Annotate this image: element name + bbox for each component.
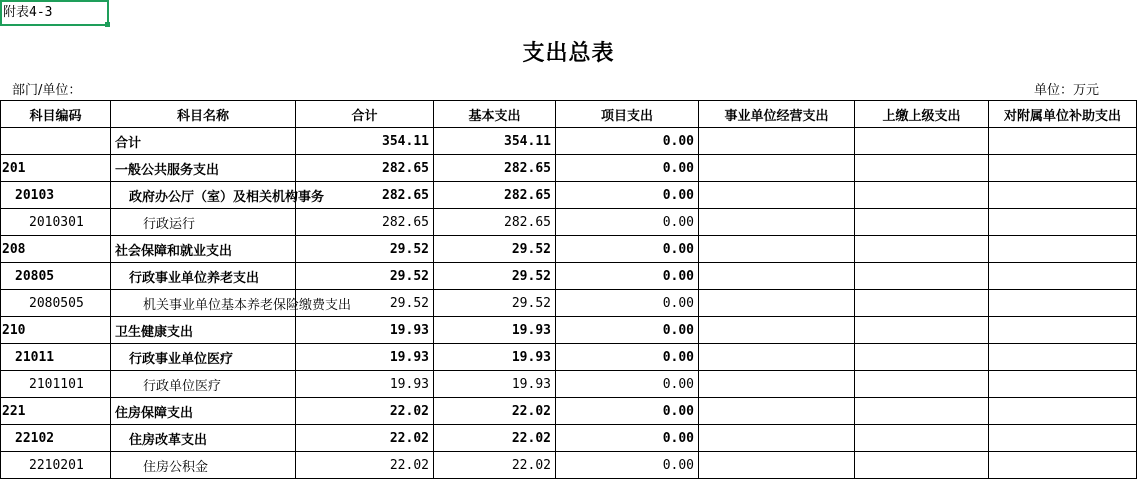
- basic-cell[interactable]: 19.93: [434, 317, 556, 344]
- code-cell[interactable]: 221: [1, 398, 111, 425]
- table-row: [1, 425, 1137, 452]
- empty-cell[interactable]: [855, 452, 989, 479]
- total-cell[interactable]: 19.93: [296, 344, 434, 371]
- empty-cell[interactable]: [699, 263, 855, 290]
- basic-cell[interactable]: 19.93: [434, 371, 556, 398]
- project-cell[interactable]: 0.00: [556, 155, 699, 182]
- empty-cell[interactable]: [989, 209, 1137, 236]
- empty-cell[interactable]: [989, 317, 1137, 344]
- empty-cell[interactable]: [989, 263, 1137, 290]
- total-cell[interactable]: 19.93: [296, 371, 434, 398]
- name-cell[interactable]: 一般公共服务支出: [111, 155, 296, 182]
- project-cell[interactable]: 0.00: [556, 344, 699, 371]
- basic-cell[interactable]: 22.02: [434, 425, 556, 452]
- fill-handle[interactable]: [105, 22, 110, 27]
- name-cell[interactable]: 住房公积金: [111, 452, 296, 479]
- project-cell[interactable]: 0.00: [556, 236, 699, 263]
- code-cell[interactable]: 20805: [1, 263, 111, 290]
- code-cell[interactable]: 20103: [1, 182, 111, 209]
- department-label: 部门/单位：: [12, 83, 82, 98]
- empty-cell[interactable]: [855, 236, 989, 263]
- table-row: [1, 236, 1137, 263]
- header-cell[interactable]: 对附属单位补助支出: [989, 101, 1137, 128]
- empty-cell[interactable]: [699, 317, 855, 344]
- basic-cell[interactable]: 22.02: [434, 452, 556, 479]
- name-cell[interactable]: 行政单位医疗: [111, 371, 296, 398]
- table-row: [1, 263, 1137, 290]
- name-cell[interactable]: 行政事业单位医疗: [111, 344, 296, 371]
- empty-cell[interactable]: [699, 182, 855, 209]
- empty-cell[interactable]: [855, 155, 989, 182]
- total-cell[interactable]: 282.65: [296, 155, 434, 182]
- total-cell[interactable]: 22.02: [296, 425, 434, 452]
- empty-cell[interactable]: [699, 236, 855, 263]
- name-cell[interactable]: 行政事业单位养老支出: [111, 263, 296, 290]
- total-cell[interactable]: 22.02: [296, 398, 434, 425]
- empty-cell[interactable]: [699, 128, 855, 155]
- name-cell[interactable]: 行政运行: [111, 209, 296, 236]
- name-cell[interactable]: 住房保障支出: [111, 398, 296, 425]
- basic-cell[interactable]: 29.52: [434, 236, 556, 263]
- empty-cell[interactable]: [699, 425, 855, 452]
- project-cell[interactable]: 0.00: [556, 290, 699, 317]
- table-row: [1, 290, 1137, 317]
- empty-cell[interactable]: [989, 236, 1137, 263]
- empty-cell[interactable]: [989, 290, 1137, 317]
- basic-cell[interactable]: 282.65: [434, 182, 556, 209]
- unit-label: 单位：万元: [1033, 83, 1099, 98]
- empty-cell[interactable]: [699, 452, 855, 479]
- total-cell[interactable]: 354.11: [296, 128, 434, 155]
- empty-cell[interactable]: [855, 317, 989, 344]
- empty-cell[interactable]: [855, 290, 989, 317]
- empty-cell[interactable]: [855, 344, 989, 371]
- project-cell[interactable]: 0.00: [556, 371, 699, 398]
- name-cell[interactable]: 卫生健康支出: [111, 317, 296, 344]
- table-row: [1, 452, 1137, 479]
- code-cell[interactable]: 21011: [1, 344, 111, 371]
- name-cell[interactable]: 政府办公厅（室）及相关机构事务: [111, 182, 296, 209]
- project-cell[interactable]: 0.00: [556, 209, 699, 236]
- table-row: [1, 209, 1137, 236]
- empty-cell[interactable]: [989, 452, 1137, 479]
- header-cell[interactable]: 科目编码: [1, 101, 111, 128]
- empty-cell[interactable]: [855, 209, 989, 236]
- basic-cell[interactable]: 29.52: [434, 263, 556, 290]
- total-cell[interactable]: 19.93: [296, 317, 434, 344]
- table-row: [1, 182, 1137, 209]
- code-cell[interactable]: 2210201: [1, 452, 111, 479]
- empty-cell[interactable]: [855, 425, 989, 452]
- project-cell[interactable]: 0.00: [556, 263, 699, 290]
- table-row: [1, 398, 1137, 425]
- basic-cell[interactable]: 19.93: [434, 344, 556, 371]
- table-row: [1, 128, 1137, 155]
- basic-cell[interactable]: 354.11: [434, 128, 556, 155]
- empty-cell[interactable]: [989, 344, 1137, 371]
- code-cell[interactable]: 208: [1, 236, 111, 263]
- header-cell[interactable]: 合计: [296, 101, 434, 128]
- total-cell[interactable]: 29.52: [296, 263, 434, 290]
- header-cell[interactable]: 事业单位经营支出: [699, 101, 855, 128]
- project-cell[interactable]: 0.00: [556, 425, 699, 452]
- empty-cell[interactable]: [699, 344, 855, 371]
- empty-cell[interactable]: [989, 398, 1137, 425]
- header-cell[interactable]: 上缴上级支出: [855, 101, 989, 128]
- basic-cell[interactable]: 282.65: [434, 209, 556, 236]
- code-cell[interactable]: 2101101: [1, 371, 111, 398]
- cell-ref-text: 附表4-3: [3, 5, 53, 20]
- page-title: 支出总表: [522, 40, 615, 66]
- total-cell[interactable]: 29.52: [296, 236, 434, 263]
- code-cell[interactable]: 210: [1, 317, 111, 344]
- project-cell[interactable]: 0.00: [556, 452, 699, 479]
- empty-cell[interactable]: [699, 155, 855, 182]
- basic-cell[interactable]: 29.52: [434, 290, 556, 317]
- code-cell[interactable]: 2080505: [1, 290, 111, 317]
- basic-cell[interactable]: 282.65: [434, 155, 556, 182]
- empty-cell[interactable]: [989, 128, 1137, 155]
- name-cell[interactable]: 住房改革支出: [111, 425, 296, 452]
- empty-cell[interactable]: [989, 425, 1137, 452]
- total-cell[interactable]: 282.65: [296, 182, 434, 209]
- header-row: [1, 101, 1137, 128]
- project-cell[interactable]: 0.00: [556, 182, 699, 209]
- empty-cell[interactable]: [699, 371, 855, 398]
- code-cell[interactable]: 2010301: [1, 209, 111, 236]
- name-cell[interactable]: 机关事业单位基本养老保险缴费支出: [111, 290, 296, 317]
- table-row: [1, 344, 1137, 371]
- code-cell[interactable]: 201: [1, 155, 111, 182]
- name-cell[interactable]: 社会保障和就业支出: [111, 236, 296, 263]
- table-row: [1, 371, 1137, 398]
- empty-cell[interactable]: [699, 209, 855, 236]
- expenditure-table: [0, 100, 1137, 479]
- project-cell[interactable]: 0.00: [556, 398, 699, 425]
- empty-cell[interactable]: [855, 128, 989, 155]
- name-cell[interactable]: 合计: [111, 128, 296, 155]
- basic-cell[interactable]: 22.02: [434, 398, 556, 425]
- selected-cell[interactable]: [0, 0, 109, 26]
- empty-cell[interactable]: [855, 371, 989, 398]
- table-row: [1, 317, 1137, 344]
- empty-cell[interactable]: [989, 182, 1137, 209]
- table-row: [1, 155, 1137, 182]
- empty-cell[interactable]: [989, 155, 1137, 182]
- empty-cell[interactable]: [855, 398, 989, 425]
- empty-cell[interactable]: [699, 290, 855, 317]
- project-cell[interactable]: 0.00: [556, 317, 699, 344]
- project-cell[interactable]: 0.00: [556, 128, 699, 155]
- empty-cell[interactable]: [855, 182, 989, 209]
- header-cell[interactable]: 项目支出: [556, 101, 699, 128]
- empty-cell[interactable]: [989, 371, 1137, 398]
- code-cell[interactable]: [1, 128, 111, 155]
- empty-cell[interactable]: [855, 263, 989, 290]
- header-cell[interactable]: 基本支出: [434, 101, 556, 128]
- total-cell[interactable]: 22.02: [296, 452, 434, 479]
- total-cell[interactable]: 282.65: [296, 209, 434, 236]
- code-cell[interactable]: 22102: [1, 425, 111, 452]
- header-cell[interactable]: 科目名称: [111, 101, 296, 128]
- empty-cell[interactable]: [699, 398, 855, 425]
- total-cell[interactable]: 29.52: [296, 290, 434, 317]
